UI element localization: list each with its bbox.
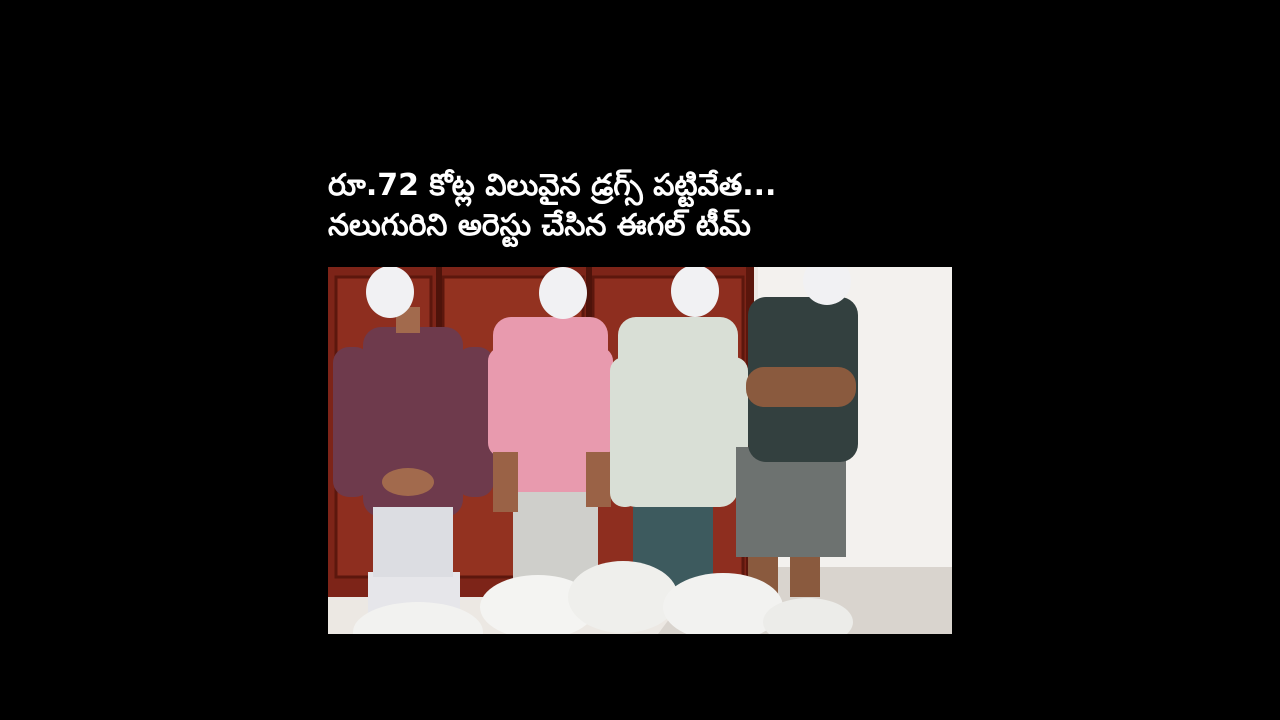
headline-line-1: రూ.72 కోట్ల విలువైన డ్రగ్స్ పట్టివేత... [328, 168, 777, 203]
photo-illustration [328, 267, 952, 634]
headline [328, 166, 968, 246]
news-photo [328, 267, 952, 634]
headline-line-2: నలుగురిని అరెస్టు చేసిన ఈగల్ టీమ్ [328, 208, 751, 243]
